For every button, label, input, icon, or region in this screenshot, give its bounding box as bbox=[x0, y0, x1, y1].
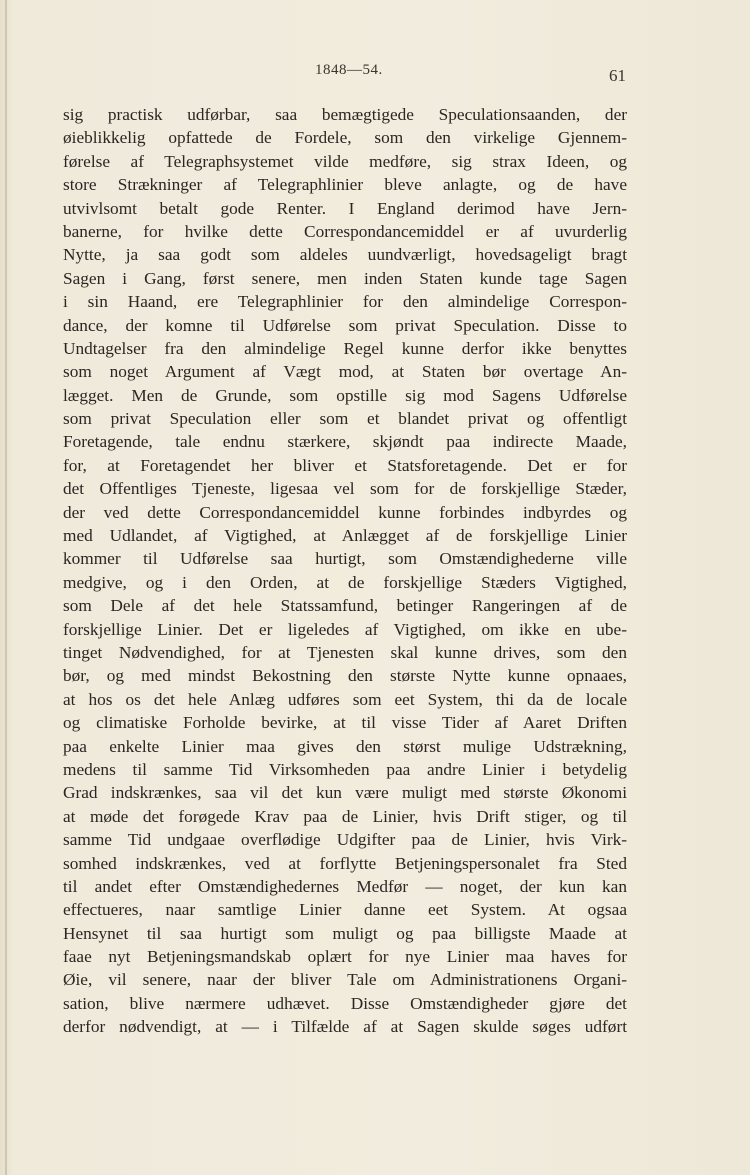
text-line: dance, der komne til Udførelse som privat Speculation. Disse to bbox=[63, 315, 627, 335]
text-line: somhed indskrænkes, ved at forflytte Betjeningspersonalet fra Sted bbox=[63, 853, 627, 873]
text-line: tinget Nødvendighed, for at Tjenesten skal kunne drives, som den bbox=[63, 642, 627, 662]
text-line: det Offentliges Tjeneste, ligesaa vel som for de forskjellige Stæder, bbox=[63, 479, 627, 499]
text-line: effectueres, naar samtlige Linier danne eet System. At ogsaa bbox=[63, 900, 627, 920]
text-line: med Udlandet, af Vigtighed, at Anlægget af de forskjellige Linier bbox=[63, 526, 627, 546]
text-line: som Dele af det hele Statssamfund, betinger Rangeringen af de bbox=[63, 596, 627, 616]
text-line: at hos os det hele Anlæg udføres som eet System, thi da de locale bbox=[63, 689, 627, 709]
text-line: forskjellige Linier. Det er ligeledes af Vigtighed, om ikke en ube- bbox=[63, 619, 627, 639]
text-line: som privat Speculation eller som et blandet privat og offentligt bbox=[63, 409, 627, 429]
text-line: Hensynet til saa hurtigt som muligt og paa billigste Maade at bbox=[63, 923, 627, 943]
text-line: medgive, og i den Orden, at de forskjellige Stæders Vigtighed, bbox=[63, 572, 627, 592]
text-line: førelse af Telegraphsystemet vilde medføre, sig strax Ideen, og bbox=[63, 151, 627, 171]
text-line: Nytte, ja saa godt som aldeles uundværligt, hovedsageligt bragt bbox=[63, 245, 627, 265]
text-line: utvivlsomt betalt gode Renter. I England derimod have Jern- bbox=[63, 198, 627, 218]
text-line: faae nyt Betjeningsmandskab oplært for nye Linier maa haves for bbox=[63, 947, 627, 967]
text-line: banerne, for hvilke dette Correspondancemiddel er af uvurderlig bbox=[63, 221, 627, 241]
text-line: for, at Foretagendet her bliver et Statsforetagende. Det er for bbox=[63, 455, 627, 475]
text-line: sation, blive nærmere udhævet. Disse Omstændigheder gjøre det bbox=[63, 993, 627, 1013]
text-line: Sagen i Gang, først senere, men inden Staten kunde tage Sagen bbox=[63, 268, 627, 288]
page-number: 61 bbox=[609, 66, 626, 85]
page-edge bbox=[5, 0, 7, 1175]
text-line: derfor nødvendigt, at — i Tilfælde af at Sagen skulde søges udført bbox=[63, 1017, 627, 1037]
text-line: paa enkelte Linier maa gives den størst mulige Udstrækning, bbox=[63, 736, 627, 756]
text-line: øieblikkelig opfattede de Fordele, som den virkelige Gjennem- bbox=[63, 128, 627, 148]
text-line: kommer til Udførelse saa hurtigt, som Omstændighederne ville bbox=[63, 549, 627, 569]
text-line: medens til samme Tid Virksomheden paa andre Linier i betydelig bbox=[63, 759, 627, 779]
text-line: Foretagende, tale endnu stærkere, skjøndt paa indirecte Maade, bbox=[63, 432, 627, 452]
text-line: og climatiske Forholde bevirke, at til visse Tider af Aaret Driften bbox=[63, 713, 627, 733]
text-line: Øie, vil senere, naar der bliver Tale om Administrationens Organi- bbox=[63, 970, 627, 990]
text-line: lægget. Men de Grunde, som opstille sig mod Sagens Udførelse bbox=[63, 385, 627, 405]
text-line: Grad indskrænkes, saa vil det kun være muligt med største Økonomi bbox=[63, 783, 627, 803]
text-line: sig practisk udførbar, saa bemægtigede Speculationsaanden, der bbox=[63, 105, 627, 124]
text-line: til andet efter Omstændighedernes Medfør — noget, der kun kan bbox=[63, 876, 627, 896]
text-line: som noget Argument af Vægt mod, at Staten bør overtage An- bbox=[63, 362, 627, 382]
text-line: bør, og med mindst Bekostning den største Nytte kunne opnaaes, bbox=[63, 666, 627, 686]
text-line: samme Tid undgaae overflødige Udgifter paa de Linier, hvis Virk- bbox=[63, 830, 627, 850]
text-line: at møde det forøgede Krav paa de Linier, hvis Drift stiger, og til bbox=[63, 806, 627, 826]
text-line: Undtagelser fra den almindelige Regel kunne derfor ikke benyttes bbox=[63, 338, 627, 358]
text-line: store Strækninger af Telegraphlinier bleve anlagte, og de have bbox=[63, 175, 627, 195]
text-line: i sin Haand, ere Telegraphlinier for den almindelige Correspon- bbox=[63, 292, 627, 312]
running-head: 1848—54. bbox=[315, 62, 383, 78]
text-line: der ved dette Correspondancemiddel kunne forbindes indbyrdes og bbox=[63, 502, 627, 522]
body-text bbox=[63, 103, 627, 1039]
